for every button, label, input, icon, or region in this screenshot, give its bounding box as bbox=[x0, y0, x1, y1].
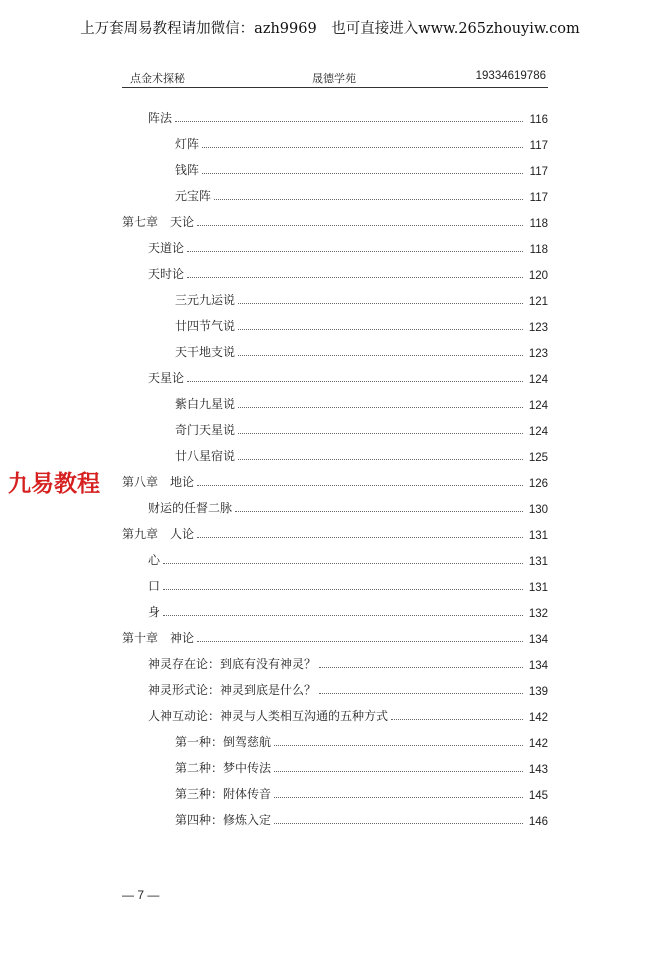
toc-entry-page: 131 bbox=[528, 582, 548, 594]
toc-entry[interactable] bbox=[175, 184, 548, 204]
toc-leader-dots bbox=[214, 199, 523, 200]
toc-entry-page: 123 bbox=[528, 322, 548, 334]
toc-entry-title: 心 bbox=[148, 553, 161, 567]
toc-entry-page: 117 bbox=[529, 140, 548, 152]
toc-leader-dots bbox=[187, 277, 523, 278]
toc-entry[interactable] bbox=[122, 522, 548, 542]
toc-entry[interactable] bbox=[175, 418, 548, 438]
toc-leader-dots bbox=[274, 823, 523, 824]
toc-leader-dots bbox=[187, 251, 523, 252]
toc-leader-dots bbox=[202, 173, 523, 174]
header-phone: 19334619786 bbox=[475, 70, 546, 82]
toc-leader-dots bbox=[274, 771, 523, 772]
toc-entry-title: 第一种：倒驾慈航 bbox=[175, 735, 272, 749]
toc-entry[interactable] bbox=[148, 678, 548, 698]
toc-entry[interactable] bbox=[175, 808, 548, 828]
toc-entry-title: 灯阵 bbox=[175, 137, 200, 151]
toc-entry-page: 124 bbox=[528, 426, 548, 438]
toc-leader-dots bbox=[187, 381, 523, 382]
toc-entry-title: 财运的任督二脉 bbox=[148, 501, 233, 515]
toc-entry-title: 廿八星宿说 bbox=[175, 449, 236, 463]
toc-leader-dots bbox=[197, 641, 523, 642]
toc-entry[interactable] bbox=[148, 652, 548, 672]
promo-banner: 上万套周易教程请加微信：azh9969 也可直接进入www.265zhouyiw.com bbox=[80, 21, 580, 37]
toc-leader-dots bbox=[238, 303, 523, 304]
header-rule bbox=[122, 87, 548, 88]
toc-entry-page: 146 bbox=[528, 816, 548, 828]
toc-entry-title: 第四种：修炼入定 bbox=[175, 813, 272, 827]
toc-entry-page: 143 bbox=[528, 764, 548, 776]
toc-leader-dots bbox=[163, 615, 523, 616]
toc-leader-dots bbox=[274, 745, 523, 746]
toc-entry-title: 神灵存在论：到底有没有神灵？ bbox=[148, 657, 317, 671]
toc-entry-page: 132 bbox=[528, 608, 548, 620]
toc-leader-dots bbox=[274, 797, 523, 798]
toc-entry-title: 钱阵 bbox=[175, 163, 200, 177]
toc-leader-dots bbox=[235, 511, 523, 512]
toc-entry-page: 121 bbox=[528, 296, 548, 308]
toc-entry-page: 142 bbox=[528, 738, 548, 750]
toc-entry[interactable] bbox=[122, 210, 548, 230]
toc-entry-page: 117 bbox=[529, 166, 548, 178]
toc-entry-page: 142 bbox=[528, 712, 548, 724]
toc-entry[interactable] bbox=[175, 132, 548, 152]
toc-entry-page: 131 bbox=[528, 556, 548, 568]
toc-entry-title: 天干地支说 bbox=[175, 345, 236, 359]
toc-entry-title: 阵法 bbox=[148, 111, 173, 125]
toc-entry-page: 125 bbox=[528, 452, 548, 464]
toc-entry[interactable] bbox=[148, 548, 548, 568]
toc-entry-title: 第二种：梦中传法 bbox=[175, 761, 272, 775]
toc-leader-dots bbox=[238, 433, 523, 434]
toc-leader-dots bbox=[391, 719, 523, 720]
toc-leader-dots bbox=[163, 563, 523, 564]
toc-entry[interactable] bbox=[148, 496, 548, 516]
toc-entry[interactable] bbox=[175, 444, 548, 464]
watermark-logo: 九易教程 bbox=[8, 471, 100, 497]
toc-entry-title: 紫白九星说 bbox=[175, 397, 236, 411]
toc-entry[interactable] bbox=[148, 106, 548, 126]
toc-leader-dots bbox=[238, 355, 523, 356]
toc-entry-title: 元宝阵 bbox=[175, 189, 212, 203]
toc-entry[interactable] bbox=[175, 340, 548, 360]
toc-leader-dots bbox=[319, 667, 523, 668]
toc-entry-title: 第九章 人论 bbox=[122, 527, 195, 541]
toc-leader-dots bbox=[238, 407, 523, 408]
toc-entry-page: 139 bbox=[528, 686, 548, 698]
toc-entry[interactable] bbox=[175, 158, 548, 178]
toc-leader-dots bbox=[197, 485, 523, 486]
toc-entry[interactable] bbox=[175, 730, 548, 750]
toc-entry-page: 131 bbox=[528, 530, 548, 542]
toc-entry-title: 三元九运说 bbox=[175, 293, 236, 307]
toc-entry-page: 117 bbox=[529, 192, 548, 204]
toc-entry-title: 第十章 神论 bbox=[122, 631, 195, 645]
toc-entry[interactable] bbox=[148, 236, 548, 256]
toc-entry-title: 第七章 天论 bbox=[122, 215, 195, 229]
toc-entry-page: 123 bbox=[528, 348, 548, 360]
toc-entry-page: 134 bbox=[528, 660, 548, 672]
toc-entry-title: 天时论 bbox=[148, 267, 185, 281]
toc-entry-title: 廿四节气说 bbox=[175, 319, 236, 333]
toc-entry-title: 人神互动论：神灵与人类相互沟通的五种方式 bbox=[148, 709, 389, 723]
toc-entry-title: 神灵形式论：神灵到底是什么？ bbox=[148, 683, 317, 697]
toc-leader-dots bbox=[202, 147, 523, 148]
toc-entry-title: 第三种：附体传音 bbox=[175, 787, 272, 801]
header-book-title: 点金术探秘 bbox=[130, 72, 185, 85]
toc-entry[interactable] bbox=[148, 704, 548, 724]
toc-entry-title: 口 bbox=[148, 579, 161, 593]
toc-entry[interactable] bbox=[148, 574, 548, 594]
toc-leader-dots bbox=[319, 693, 523, 694]
toc-entry-title: 第八章 地论 bbox=[122, 475, 195, 489]
toc-entry[interactable] bbox=[122, 626, 548, 646]
toc-entry-title: 天道论 bbox=[148, 241, 185, 255]
toc-entry[interactable] bbox=[148, 366, 548, 386]
toc-entry-page: 145 bbox=[528, 790, 548, 802]
toc-leader-dots bbox=[163, 589, 523, 590]
toc-leader-dots bbox=[175, 121, 523, 122]
toc-entry-page: 118 bbox=[529, 244, 548, 256]
toc-entry-page: 116 bbox=[529, 114, 548, 126]
page-number: — 7 — bbox=[122, 888, 160, 902]
toc-entry[interactable] bbox=[175, 288, 548, 308]
toc-entry-title: 天星论 bbox=[148, 371, 185, 385]
toc-entry-page: 120 bbox=[528, 270, 548, 282]
toc-entry-page: 124 bbox=[528, 400, 548, 412]
toc-entry[interactable] bbox=[175, 314, 548, 334]
toc-entry-page: 134 bbox=[528, 634, 548, 646]
toc-leader-dots bbox=[238, 459, 523, 460]
toc-entry-page: 124 bbox=[528, 374, 548, 386]
toc-entry[interactable] bbox=[148, 262, 548, 282]
toc-entry[interactable] bbox=[175, 392, 548, 412]
toc-entry[interactable] bbox=[175, 756, 548, 776]
toc-leader-dots bbox=[197, 225, 523, 226]
toc-leader-dots bbox=[238, 329, 523, 330]
page-header bbox=[122, 70, 548, 86]
header-publisher: 晟德学苑 bbox=[312, 72, 356, 85]
toc-entry-page: 118 bbox=[529, 218, 548, 230]
toc-entry-page: 130 bbox=[528, 504, 548, 516]
toc-entry-title: 奇门天星说 bbox=[175, 423, 236, 437]
toc-leader-dots bbox=[197, 537, 523, 538]
toc-entry[interactable] bbox=[148, 600, 548, 620]
toc-entry[interactable] bbox=[122, 470, 548, 490]
toc-entry[interactable] bbox=[175, 782, 548, 802]
toc-entry-page: 126 bbox=[528, 478, 548, 490]
toc-entry-title: 身 bbox=[148, 605, 161, 619]
